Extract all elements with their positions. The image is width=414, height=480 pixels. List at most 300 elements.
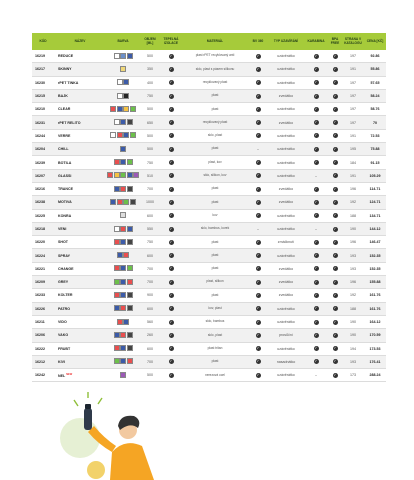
cell-page: 192: [342, 289, 364, 302]
cell-code: 16225: [32, 209, 54, 222]
cell-bv: [248, 182, 268, 195]
color-swatch: [120, 146, 126, 152]
color-swatch: [127, 265, 133, 271]
product-name: PATRO: [58, 306, 71, 311]
cell-bpa-free: [328, 182, 342, 195]
table-row: [32, 50, 386, 63]
cell-volume: 400: [140, 76, 160, 89]
cell-volume: 700: [140, 182, 160, 195]
cell-bpa-free: [328, 50, 342, 63]
check-icon: ✓: [314, 266, 318, 271]
color-swatches: [114, 292, 133, 298]
cell-material: recyklovaný plast: [182, 116, 248, 129]
color-swatch: [117, 93, 123, 99]
cell-code: 16217: [32, 63, 54, 76]
cell-volume: 600: [140, 209, 160, 222]
product-name: KONRA: [58, 213, 72, 218]
cell-price: 173.53: [364, 342, 386, 355]
product-name: KOLTER: [58, 293, 73, 298]
cell-code: 16231: [32, 116, 54, 129]
cell-bv: [248, 236, 268, 249]
check-icon: ✓: [333, 253, 337, 258]
product-name: SKINNY: [58, 67, 72, 72]
color-swatches: [114, 332, 133, 338]
check-icon: ✓: [169, 239, 173, 244]
cell-price: 288.24: [364, 369, 386, 382]
check-icon: ✓: [314, 53, 318, 58]
check-icon: ✓: [169, 146, 173, 151]
check-icon: ✓: [169, 120, 173, 125]
cell-page: 190: [342, 329, 364, 342]
check-icon: ✓: [256, 372, 260, 377]
product-name: BOTILA: [58, 160, 72, 165]
color-swatch: [120, 265, 126, 271]
cell-price: 161.76: [364, 289, 386, 302]
color-swatches: [114, 186, 133, 192]
product-name: rPET TINKA: [58, 80, 79, 85]
header-name: NÁZEV: [54, 33, 106, 50]
color-swatch: [114, 292, 120, 298]
cell-volume: 500: [140, 143, 160, 156]
color-swatch: [123, 132, 129, 138]
cell-price: 144.12: [364, 222, 386, 235]
cell-bv: [248, 315, 268, 328]
cell-material: nerezová ocel: [182, 369, 248, 382]
check-icon: ✓: [333, 346, 337, 351]
color-swatches: [120, 66, 126, 72]
cell-type: uzávěrátko: [268, 315, 304, 328]
product-name: rPET RELITO: [58, 120, 81, 125]
check-icon: ✓: [333, 133, 337, 138]
check-icon: ✓: [333, 66, 337, 71]
color-swatch: [123, 319, 129, 325]
cell-material: plast: [182, 196, 248, 209]
cell-thermal: [160, 302, 182, 315]
cell-color: [106, 182, 140, 195]
table-row: [32, 182, 386, 195]
cell-price: 176.41: [364, 355, 386, 368]
cell-volume: 650: [140, 116, 160, 129]
table-row: [32, 329, 386, 342]
header-code: KÓD: [32, 33, 54, 50]
table-row: [32, 369, 386, 382]
cell-bpa-free: [328, 209, 342, 222]
color-swatch: [117, 79, 123, 85]
header-volume: OBJEM [ML]: [140, 33, 160, 50]
cell-bv: [248, 143, 268, 156]
product-table: [32, 33, 386, 382]
cell-page: 194: [342, 342, 364, 355]
cell-carabiner: [304, 196, 328, 209]
cell-type: uzávěrátko: [268, 209, 304, 222]
product-name: GREY: [58, 280, 69, 285]
color-swatch: [127, 186, 133, 192]
color-swatch: [114, 279, 120, 285]
cell-bv: [248, 369, 268, 382]
color-swatches: [107, 172, 140, 178]
cell-material: plast: [182, 289, 248, 302]
cell-carabiner: [304, 209, 328, 222]
check-icon: ✓: [333, 239, 337, 244]
check-icon: ✓: [333, 319, 337, 324]
cell-color: [106, 342, 140, 355]
check-icon: ✓: [256, 239, 260, 244]
color-swatch: [123, 106, 129, 112]
lightbulb-shape: [87, 461, 105, 479]
cell-thermal: [160, 315, 182, 328]
cell-code: 16221: [32, 262, 54, 275]
check-icon: ✓: [333, 359, 337, 364]
color-swatches: [110, 132, 136, 138]
cell-color: [106, 289, 140, 302]
cell-bpa-free: [328, 103, 342, 116]
cell-carabiner: [304, 369, 328, 382]
cell-color: [106, 262, 140, 275]
cell-page: 196: [342, 182, 364, 195]
table-row: [32, 103, 386, 116]
color-swatch: [114, 159, 120, 165]
cell-name: [54, 129, 106, 142]
color-swatches: [114, 239, 133, 245]
cell-carabiner: [304, 329, 328, 342]
cell-price: 58.76: [364, 103, 386, 116]
cell-bv: [248, 156, 268, 169]
color-swatch: [120, 159, 126, 165]
cell-bpa-free: [328, 143, 342, 156]
cell-page: 190: [342, 315, 364, 328]
product-name: CLEAR: [58, 107, 71, 112]
table-row: [32, 342, 386, 355]
cell-code: 16212: [32, 355, 54, 368]
cell-bpa-free: [328, 89, 342, 102]
cell-page: 196: [342, 236, 364, 249]
cell-thermal: [160, 196, 182, 209]
cell-code: 16215: [32, 89, 54, 102]
cell-carabiner: [304, 116, 328, 129]
dash-icon: –: [315, 227, 317, 231]
cell-type: uzávěrátko: [268, 222, 304, 235]
check-icon: ✓: [314, 292, 318, 297]
check-icon: ✓: [169, 80, 173, 85]
cell-thermal: [160, 369, 182, 382]
product-name: VENI: [58, 227, 67, 231]
cell-material: plast: [182, 182, 248, 195]
cell-name: [54, 276, 106, 289]
product-name: REDUCE: [58, 54, 74, 59]
table-row: [32, 355, 386, 368]
cell-name: [54, 355, 106, 368]
cell-price: 164.12: [364, 315, 386, 328]
header-material: MATERIÁL: [182, 33, 248, 50]
cell-bv: [248, 289, 268, 302]
cell-color: [106, 222, 140, 235]
header-color: BARVA: [106, 33, 140, 50]
cell-thermal: [160, 249, 182, 262]
cell-material: plast: [182, 89, 248, 102]
cell-color: [106, 302, 140, 315]
table-row: [32, 143, 386, 156]
cell-material: plast: [182, 355, 248, 368]
cell-color: [106, 116, 140, 129]
cell-bpa-free: [328, 116, 342, 129]
cell-volume: 500: [140, 369, 160, 382]
color-swatch: [120, 345, 126, 351]
check-icon: ✓: [169, 213, 173, 218]
cell-code: 16211: [32, 315, 54, 328]
cell-bpa-free: [328, 169, 342, 182]
cell-name: [54, 143, 106, 156]
color-swatches: [110, 199, 136, 205]
cell-carabiner: [304, 262, 328, 275]
cell-volume: 500: [140, 103, 160, 116]
color-swatch: [117, 199, 123, 205]
cell-price: 105.29: [364, 169, 386, 182]
color-swatch: [127, 119, 133, 125]
cell-name: [54, 369, 106, 382]
cell-thermal: [160, 342, 182, 355]
cell-color: [106, 50, 140, 63]
cell-name: [54, 302, 106, 315]
check-icon: ✓: [256, 213, 260, 218]
person-with-bottle-illustration: [50, 386, 160, 480]
check-icon: ✓: [169, 372, 173, 377]
cell-carabiner: [304, 289, 328, 302]
color-swatches: [114, 345, 133, 351]
table-row: [32, 196, 386, 209]
cell-bv: [248, 262, 268, 275]
cell-bpa-free: [328, 289, 342, 302]
cell-thermal: [160, 289, 182, 302]
check-icon: ✓: [314, 120, 318, 125]
cell-carabiner: [304, 302, 328, 315]
check-icon: ✓: [333, 372, 337, 377]
cell-name: [54, 262, 106, 275]
cell-bv: [248, 169, 268, 182]
header-bv: BV 360: [248, 33, 268, 50]
check-icon: ✓: [333, 266, 337, 271]
cell-volume: 900: [140, 289, 160, 302]
cell-name: [54, 89, 106, 102]
cell-page: 192: [342, 196, 364, 209]
cell-page: 197: [342, 89, 364, 102]
color-swatches: [114, 53, 133, 59]
cell-code: 16220: [32, 236, 54, 249]
cell-bpa-free: [328, 329, 342, 342]
cell-page: 173: [342, 369, 364, 382]
check-icon: ✓: [256, 279, 260, 284]
check-icon: ✓: [256, 173, 260, 178]
table-row: [32, 249, 386, 262]
cell-carabiner: [304, 355, 328, 368]
color-swatch: [120, 239, 126, 245]
check-icon: ✓: [256, 199, 260, 204]
cell-volume: 600: [140, 342, 160, 355]
cell-name: [54, 76, 106, 89]
cell-code: 16239: [32, 156, 54, 169]
check-icon: ✓: [333, 226, 337, 231]
cell-thermal: [160, 262, 182, 275]
cell-type: uzávěrátko: [268, 169, 304, 182]
cell-color: [106, 89, 140, 102]
product-name: CHILL: [58, 147, 69, 152]
cell-type: zvedátko: [268, 262, 304, 275]
check-icon: ✓: [333, 332, 337, 337]
cell-type: uzávěrátko: [268, 143, 304, 156]
shirt-shape: [110, 443, 154, 480]
color-swatch: [107, 172, 113, 178]
cell-color: [106, 156, 140, 169]
color-swatch: [120, 53, 126, 59]
cell-color: [106, 103, 140, 116]
color-swatches: [117, 79, 130, 85]
table-row: [32, 169, 386, 182]
cell-material: sklo, plast: [182, 129, 248, 142]
check-icon: ✓: [333, 93, 337, 98]
cell-code: 16244: [32, 129, 54, 142]
cell-page: 197: [342, 76, 364, 89]
check-icon: ✓: [333, 80, 337, 85]
cell-material: plast, kov: [182, 156, 248, 169]
cell-color: [106, 315, 140, 328]
color-swatch: [120, 212, 126, 218]
color-swatches: [114, 226, 133, 232]
product-name: GLASSI: [58, 173, 72, 178]
cell-bpa-free: [328, 222, 342, 235]
cell-code: 16210: [32, 103, 54, 116]
cell-volume: 600: [140, 249, 160, 262]
cell-type: zmáčknutí: [268, 236, 304, 249]
cell-code: 16206: [32, 329, 54, 342]
cell-color: [106, 143, 140, 156]
color-swatch: [123, 93, 129, 99]
cell-volume: 560: [140, 315, 160, 328]
cell-material: plast: [182, 249, 248, 262]
color-swatch: [133, 172, 139, 178]
check-icon: ✓: [333, 120, 337, 125]
color-swatch: [127, 159, 133, 165]
color-swatch: [130, 106, 136, 112]
product-name: SPRAY: [58, 253, 71, 258]
cell-volume: 700: [140, 262, 160, 275]
cell-type: zvedátko: [268, 289, 304, 302]
color-swatch: [130, 199, 136, 205]
cell-thermal: [160, 63, 182, 76]
cell-color: [106, 249, 140, 262]
product-name: KIVI: [58, 359, 65, 364]
cell-material: plast: [182, 262, 248, 275]
cell-page: 197: [342, 103, 364, 116]
check-icon: ✓: [314, 93, 318, 98]
header-carabiner: KARABINA: [304, 33, 328, 50]
dash-icon: –: [315, 373, 317, 378]
new-badge: NEW: [66, 372, 73, 376]
check-icon: ✓: [256, 186, 260, 191]
color-swatch: [117, 132, 123, 138]
color-swatch: [127, 345, 133, 351]
check-icon: ✓: [333, 160, 337, 165]
cell-type: nasadnátko: [268, 355, 304, 368]
table-row: [32, 276, 386, 289]
color-swatch: [110, 106, 116, 112]
color-swatch: [123, 79, 129, 85]
cell-color: [106, 129, 140, 142]
product-name: CHANGE: [58, 266, 74, 271]
cell-type: uzávěrátko: [268, 50, 304, 63]
check-icon: ✓: [314, 306, 318, 311]
check-icon: ✓: [256, 306, 260, 311]
cell-code: 16242: [32, 369, 54, 382]
cell-thermal: [160, 222, 182, 235]
color-swatch: [127, 172, 133, 178]
cell-name: [54, 63, 106, 76]
cell-name: [54, 236, 106, 249]
check-icon: ✓: [333, 186, 337, 191]
cell-price: 58.24: [364, 89, 386, 102]
check-icon: ✓: [314, 346, 318, 351]
cell-thermal: [160, 236, 182, 249]
cell-carabiner: [304, 89, 328, 102]
cell-type: uzávěrátko: [268, 63, 304, 76]
cell-color: [106, 63, 140, 76]
check-icon: ✓: [256, 93, 260, 98]
color-swatch: [140, 172, 141, 178]
cell-bv: [248, 249, 268, 262]
cell-thermal: [160, 209, 182, 222]
check-icon: ✓: [333, 199, 337, 204]
check-icon: ✓: [169, 53, 173, 58]
cell-type: uzávěrátko: [268, 369, 304, 382]
check-icon: ✓: [333, 306, 337, 311]
cell-name: [54, 103, 106, 116]
cell-color: [106, 276, 140, 289]
cell-page: 191: [342, 169, 364, 182]
check-icon: ✓: [314, 253, 318, 258]
color-swatches: [114, 265, 133, 271]
cell-volume: 750: [140, 236, 160, 249]
header-thermal: TEPELNÁ IZOLACE: [160, 33, 182, 50]
cell-carabiner: [304, 276, 328, 289]
check-icon: ✓: [256, 319, 260, 324]
cell-carabiner: [304, 182, 328, 195]
cell-color: [106, 329, 140, 342]
cell-bv: [248, 63, 268, 76]
color-swatch: [110, 199, 116, 205]
check-icon: ✓: [314, 359, 318, 364]
cell-page: 197: [342, 116, 364, 129]
color-swatch: [123, 252, 129, 258]
cell-price: 152.35: [364, 249, 386, 262]
cell-color: [106, 196, 140, 209]
cell-price: 161.76: [364, 302, 386, 315]
color-swatch: [123, 199, 129, 205]
check-icon: ✓: [169, 226, 173, 231]
cell-bpa-free: [328, 276, 342, 289]
cell-name: [54, 329, 106, 342]
cell-thermal: [160, 129, 182, 142]
cell-price: 134.71: [364, 209, 386, 222]
cell-code: 16218: [32, 222, 54, 235]
check-icon: ✓: [256, 133, 260, 138]
cell-bpa-free: [328, 355, 342, 368]
cell-code: 16207: [32, 169, 54, 182]
color-swatch: [114, 265, 120, 271]
check-icon: ✓: [333, 292, 337, 297]
color-swatch: [120, 279, 126, 285]
color-swatch: [114, 186, 120, 192]
cell-bv: [248, 196, 268, 209]
cell-material: plast tritan: [182, 342, 248, 355]
color-swatches: [117, 319, 130, 325]
